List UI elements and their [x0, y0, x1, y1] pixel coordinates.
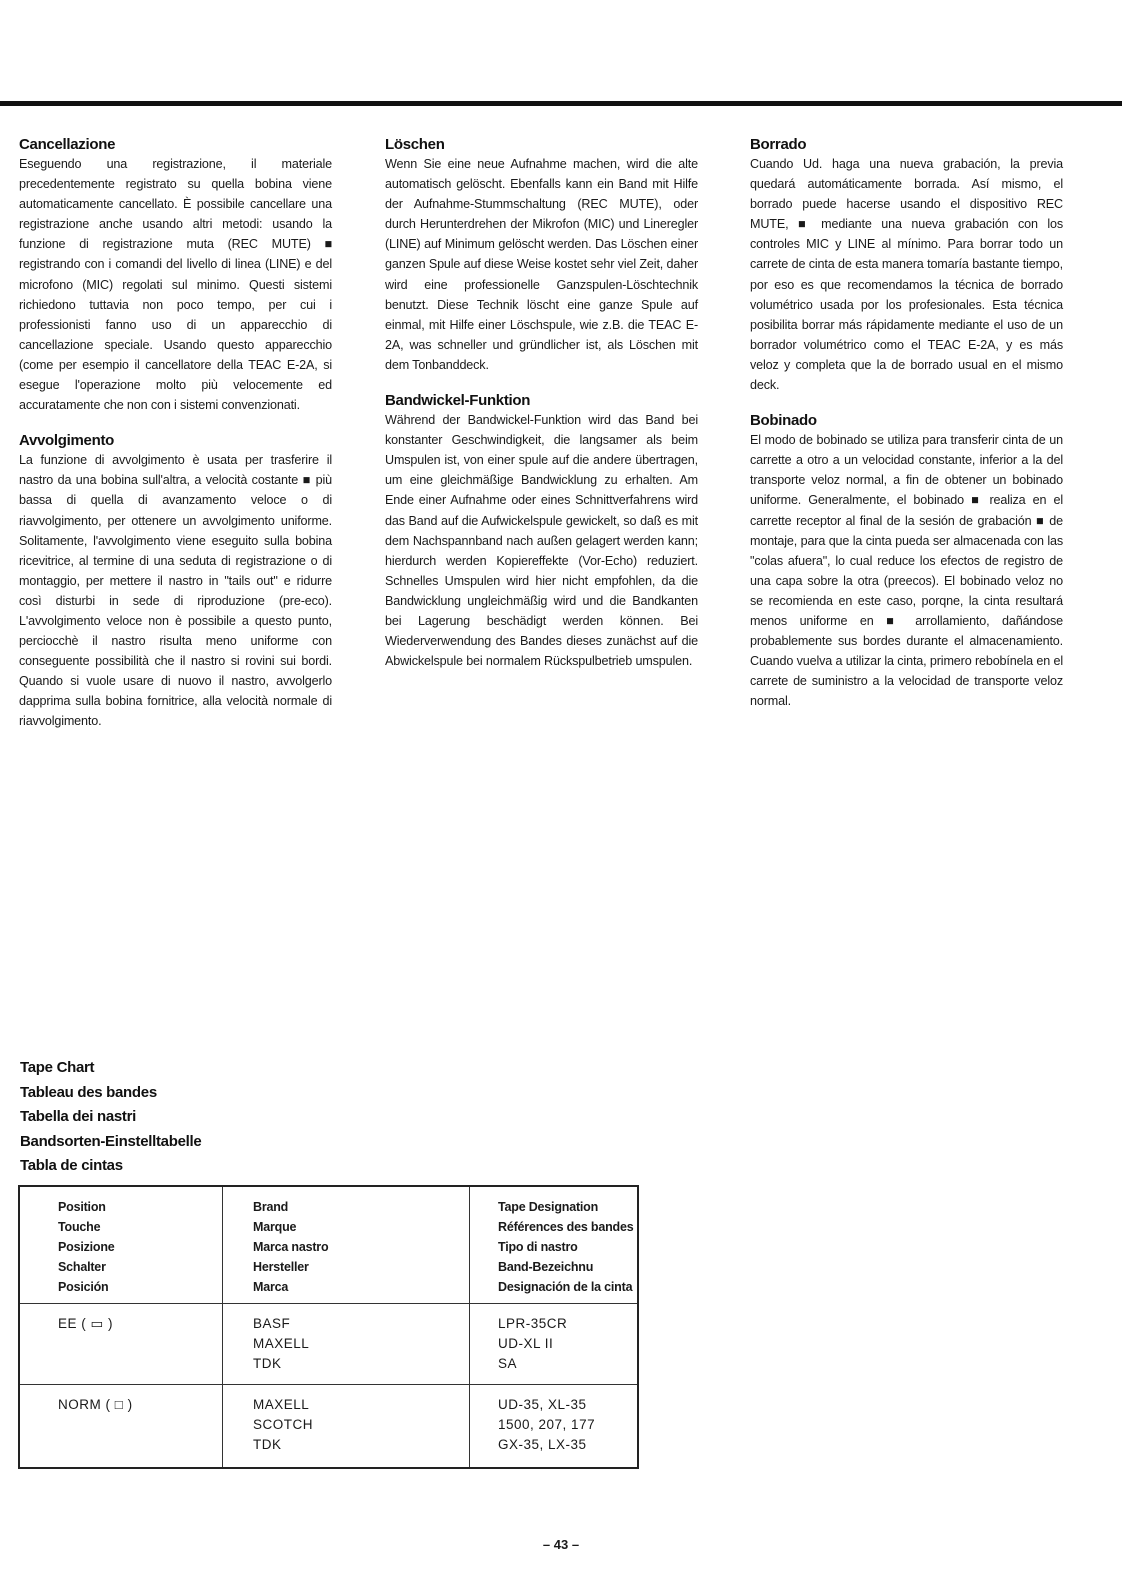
tape-chart-table	[18, 1185, 639, 1469]
header-brand	[223, 1186, 470, 1304]
header-text: Tape Designation	[498, 1200, 599, 1214]
paragraph-cancellazione: Eseguendo una registrazione, il materiale precedentemente registrato su quella bobina viene automaticamente cancellato. È possibile cancellare una registrazione anche usando altri metodi: usando la funzione di registrazione muta (REC MUTE) ■ registrando con i comandi del livello di linea (LINE) e del microfono (MIC) regolati sul minimo. Questi sistemi richiedono tuttavia non poco tempo, per cui i professionisti fanno uso di un apparecchio di cancellazione speciale. Usando questo apparecchio (come per esempio il cancellatore della TEAC E-2A, si esegue l'operazione molto più velocemente ed accuratamente che non con i sistemi convenzionati.	[19, 157, 332, 413]
header-text: Band-Bezeichnu	[498, 1260, 594, 1274]
title-en: Tape Chart	[20, 1059, 95, 1076]
header-text: Position	[58, 1200, 106, 1214]
header-text: Références des bandes	[498, 1220, 634, 1234]
header-text: Posizione	[58, 1240, 115, 1254]
paragraph-bandwickel: Während der Bandwickel-Funktion wird das Band bei konstanter Geschwindigkeit, die langsamer als beim Umspulen ist, von einer spule auf die andere übertragen, um eine gleichmäßige Bandwicklung zu erhalten. Am Ende einer Aufnahme oder eines Schnittverfahrens wird das Band auf die Aufwickelspule gewickelt, so daß es mit dem Nachspannband nach außen gelagert werden kann; hierdurch werden Kopiereffekte (Vor-Echo) reduziert. Schnelles Umspulen wird hier nicht empfohlen, da die Bandwicklung ungleichmäßig wird und die Bandkanten bei Lagerung beschädigt werden können. Bei Wiederverwendung des Bandes dieses zunächst auf die Abwickelspule bei normalem Rückspulbetrieb umspulen.	[385, 413, 698, 669]
header-text: Marque	[253, 1220, 297, 1234]
designation-text: GX-35, LX-35	[498, 1437, 587, 1452]
header-text: Touche	[58, 1220, 101, 1234]
designation-text: UD-35, XL-35	[498, 1397, 587, 1412]
heading-bandwickel: Bandwickel-Funktion	[385, 392, 531, 410]
heading-loeschen: Löschen	[385, 136, 445, 153]
cell-position	[19, 1385, 223, 1469]
brand-text: MAXELL	[253, 1336, 310, 1351]
paragraph-loeschen: Wenn Sie eine neue Aufnahme machen, wird die alte automatisch gelöscht. Ebenfalls kann ein Band mit Hilfe der Aufnahme-Stummschaltung (REC MUTE), oder durch Herunterdrehen der Mikrofon (MIC) und Lineregler (LINE) auf Minimum gelöscht werden. Das Löschen einer ganzen Spule auf diese Weise kostet sehr viel Zeit, daher wird eine professionelle Ganzspulen-Löschtechnik benutzt. Diese Technik löscht eine ganze Spule auf einmal, mit Hilfe einer Löschspule, wie z.B. die TEAC E-2A, was schneller und gründlicher ist, als Löschen mit dem Tonbanddeck.	[385, 157, 698, 372]
title-it: Tabella dei nastri	[20, 1108, 137, 1125]
designation-text: 1500, 207, 177	[498, 1417, 596, 1432]
header-text: Posición	[58, 1280, 109, 1294]
heading-bobinado: Bobinado	[750, 412, 817, 430]
heading-cancellazione: Cancellazione	[19, 136, 116, 153]
designation-text: UD-XL II	[498, 1336, 554, 1351]
table-row	[19, 1304, 638, 1385]
column-spanish	[750, 136, 1063, 711]
brand-text: BASF	[253, 1316, 291, 1331]
paragraph-borrado: Cuando Ud. haga una nueva grabación, la previa quedará automáticamente borrada. Así mismo, el borrado puede hacerse usando el dispositivo REC MUTE, ■ mediante una nueva grabación con los controles MIC y LINE al mínimo. Para borrar todo un carrete de cinta de esta manera tomaría bastante tiempo, por eso es que recomendamos la técnica de borrado volumétrico usada por los profesionales. Esta técnica posibilita borrar más rápidamente mediante el uso de un borrador volumétrico como el TEAC E-2A, y es más veloz y completa que la de borrado usual en el mismo deck.	[750, 157, 1063, 393]
heading-borrado: Borrado	[750, 136, 807, 153]
heading-avvolgimento: Avvolgimento	[19, 432, 115, 450]
brand-text: TDK	[253, 1437, 282, 1452]
header-position	[19, 1186, 223, 1304]
header-designation	[470, 1186, 639, 1304]
table-row	[19, 1385, 638, 1469]
cell-designations	[470, 1304, 639, 1385]
table-header-row	[19, 1186, 638, 1304]
paragraph-bobinado: El modo de bobinado se utiliza para transferir cinta de un carrette a otro a un velocidad constante, inferior a la del transporte veloz normal, a fin de obtener un bobinado uniforme. Generalmente, el bobinado ■ realiza en el carrette receptor al final de la sesión de grabación ■ de montaje, para que la cinta pueda ser almacenada con las "colas afuera", lo cual reduce los efectos de registro de una capa sobre la otra (preecos). El bobinado veloz no se recomienda en este caso, porqne, la cinta resultará menos uniforme en ■ arrollamiento, dañándose probablemente sus bordes durante el almacenamiento. Cuando vuelva a utilizar la cinta, primero rebobínela en el carrete de suministro a la velocidad de transporte veloz normal.	[750, 433, 1063, 709]
top-rule	[0, 101, 1122, 106]
header-text: Marca	[253, 1280, 289, 1294]
cell-designations	[470, 1385, 639, 1469]
brand-text: MAXELL	[253, 1397, 310, 1412]
header-text: Tipo di nastro	[498, 1240, 578, 1254]
brand-text: SCOTCH	[253, 1417, 313, 1432]
brand-text: TDK	[253, 1356, 282, 1371]
header-text: Designación de la cinta	[498, 1280, 633, 1294]
position-text: NORM ( □ )	[58, 1397, 133, 1412]
header-text: Schalter	[58, 1260, 106, 1274]
cell-position	[19, 1304, 223, 1385]
tape-chart-titles	[20, 1056, 201, 1179]
column-german	[385, 136, 698, 671]
header-text: Hersteller	[253, 1260, 309, 1274]
header-text: Brand	[253, 1200, 289, 1214]
designation-text: SA	[498, 1356, 518, 1371]
title-es: Tabla de cintas	[20, 1157, 123, 1174]
title-de: Bandsorten-Einstelltabelle	[20, 1132, 202, 1150]
paragraph-avvolgimento: La funzione di avvolgimento è usata per trasferire il nastro da una bobina sull'altra, a velocità costante ■ più bassa di quella di avanzamento veloce o di riavvolgimento, per ottenere un avvolgimento uniforme. Solitamente, l'avvolgimento viene eseguito sulla bobina ricevitrice, al termine di una seduta di registrazione o di montaggio, per mettere il nastro in "tails out" e ridurre così disturbi in sede di riproduzione (pre-eco). L'avvolgimento veloce non è possibile a questo punto, perciocchè il nastro risulta meno uniforme con conseguente possibilità che il nastro si rovini sui bordi. Quando si vuole usare di nuovo il nastro, avvolgerlo dapprima sulla bobina fornitrice, alla velocità normale di riavvolgimento.	[19, 453, 332, 729]
title-fr: Tableau des bandes	[20, 1083, 157, 1101]
designation-text: LPR-35CR	[498, 1316, 568, 1331]
page-number: – 43 –	[542, 1537, 580, 1552]
column-italian	[19, 136, 332, 732]
position-text: EE ( ▭ )	[58, 1316, 114, 1331]
header-text: Marca nastro	[253, 1240, 329, 1254]
cell-brands	[223, 1385, 470, 1469]
cell-brands	[223, 1304, 470, 1385]
